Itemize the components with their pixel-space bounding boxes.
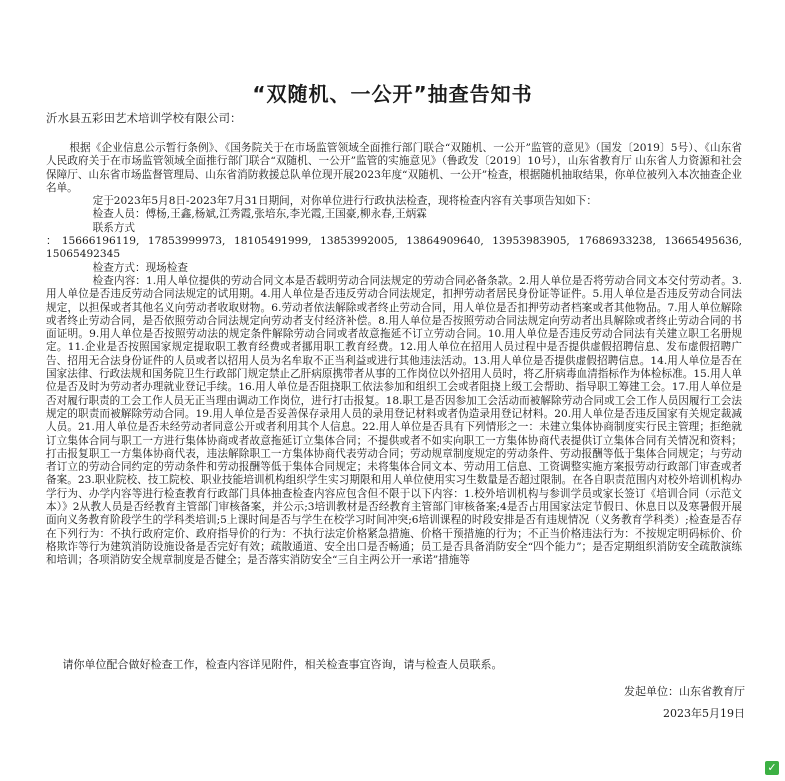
contact-numbers: ：15666196119, 17853999973, 18105491999, 13853992005, 13864909640, 13953983905, 17686933238, 13665495636, 15065492345 (46, 235, 742, 261)
inspectors-names: 傅杨,王鑫,杨斌,江秀霞,张培东,李光霞,王国豪,柳永春,王炳霖 (145, 208, 427, 221)
inspectors-label: 检查人员： (92, 208, 146, 221)
check-badge-icon: ✓ (765, 761, 779, 775)
method-label: 检查方式： (92, 261, 146, 274)
document-body (46, 142, 742, 568)
document-date: 2023年5月19日 (663, 707, 745, 720)
addressee: 沂水县五彩田艺术培训学校有限公司： (46, 111, 242, 125)
content-paragraph (46, 275, 742, 568)
method-value: 现场检查 (145, 261, 188, 274)
closing-paragraph: 请你单位配合做好检查工作，检查内容详见附件，相关检查事宜咨询，请与检查人员联系。 (62, 658, 503, 671)
contact-label: 联系方式 (92, 221, 135, 234)
content-label: 检查内容： (92, 274, 146, 287)
inspectors-line (46, 208, 742, 221)
document-title: “双随机、一公开”抽查告知书 (252, 82, 533, 106)
schedule-paragraph: 定于2023年5月8日-2023年7月31日期间，对你单位进行行政执法检查，现将检查内容有关事项告知如下： (92, 195, 597, 208)
signer: 发起单位：山东省教育厅 (624, 685, 745, 698)
method-line (46, 262, 742, 275)
content-text: 1.用人单位提供的劳动合同文本是否载明劳动合同法规定的劳动合同必备条款。2.用人单位是否将劳动合同文本交付劳动者。3.用人单位是否违反劳动合同法规定的试用期。4.用人单位是否违反劳动合同法规定，扣押劳动者居民身份证等证件。5.用人单位是否违反劳动合同法规定，以担保或者其他名义向劳动者收取财物。6.劳动者依法解除或者终止劳动合同，用人单位是否扣押劳动者档案或者其他物品。7.用人单位解除或者终止劳动合同，是否依照劳动合同法规定向劳动者支付经济补偿。8.用人单位是否按照劳动合同法规定向劳动者出具解除或者终止劳动合同的书面证明。9.用人单位是否按照劳动法的规定条件解除劳动合同或者故意拖延不订立劳动合同。10.用人单位是否违反劳动合同法有关建立职工名册规定。11.企业是否按照国家规定提取职工教育经费或者挪用职工教育经费。12.用人单位在招用人员过程中是否提供虚假招聘信息、发布虚假招聘广告、招用无合法身份证件的人员或者以招用人员为名牟取不正当利益或进行其他违法活动。13.用人单位是否提供虚假招聘信息。14.用人单位是否在国家法律、行政法规和国务院卫生行政部门规定禁止乙肝病原携带者从事的工作岗位以外招用人员时，将乙肝病毒血清指标作为体检标准。15.用人单位是否及时为劳动者办理就业登记手续。16.用人单位是否阻挠职工依法参加和组织工会或者阻挠上级工会帮助、指导职工筹建工会。17.用人单位是否对履行职责的工会工作人员无正当理由调动工作岗位，进行打击报复。18.职工是否因参加工会活动而被解除劳动合同或工会工作人员因履行工会法规定的职责而被解除劳动合同。19.用人单位是否妥善保存录用人员的录用登记材料或者伪造录用登记材料。20.用人单位是否违反国家有关规定裁减人员。21.用人单位是否未经劳动者同意公开或者利用其个人信息。22.用人单位是否具有下列情形之一：未建立集体协商制度实行民主管理；拒绝就订立集体合同与职工一方进行集体协商或者故意拖延订立集体合同；不提供或者不如实向职工一方集体协商代表提供订立集体合同有关情况和资料；打击报复职工一方集体协商代表，违法解除职工一方集体协商代表劳动合同；劳动规章制度规定的劳动条件、劳动报酬等低于集体合同规定；与劳动者订立的劳动合同约定的劳动条件和劳动报酬等低于集体合同规定；未将集体合同文本、劳动用工信息、工资调整实施方案报劳动行政部门审查或者备案。23.职业院校、技工院校、职业技能培训机构组织学生实习期限和用人单位使用实习生数量是否超过限制。在各自职责范围内对校外培训机构办学行为、办学内容等进行检查教育行政部门具体抽查检查内容应包含但不限于以下内容：1.校外培训机构与参训学员或家长签订《培训合同（示范文本）》2从教人员是否经教育主管部门审核备案，并公示;3培训教材是否经教育主管部门审核备案;4是否占用国家法定节假日、休息日以及寒暑假开展面向义务教育阶段学生的学科类培训;5上课时间是否与学生在校学习时间冲突;6培训课程的时段安排是否有违规情况（义务教育学科类）;检查是否存在下列行为：不执行政府定价、政府指导价的行为：不执行法定价格紧急措施、价格干预措施的行为；不正当价格违法行为：不按规定明码标价、价格欺诈等行为建筑消防设施设备是否完好有效；疏散通道、安全出口是否畅通；员工是否具备消防安全“四个能力”；是否定期组织消防安全疏散演练和培训；各项消防安全规章制度是否健全；是否落实消防安全“三自主两公开一承诺”措施等 (46, 274, 742, 567)
basis-paragraph: 根据《企业信息公示暂行条例》、《国务院关于在市场监管领域全面推行部门联合“双随机、一公开”监管的意见》（国发〔2019〕5号）、《山东省人民政府关于在市场监管领域全面推行部门联合“双随机、一公开”监管的实施意见》（鲁政发〔2019〕10号），山东省教育厅 山东省人力资源和社会保障厅、山东省市场监督管理局、山东省消防救援总队单位现开展2023年度“双随机、一公开”检查，根据随机抽取结果，你单位被列入本次抽查企业名单。 (46, 142, 742, 194)
